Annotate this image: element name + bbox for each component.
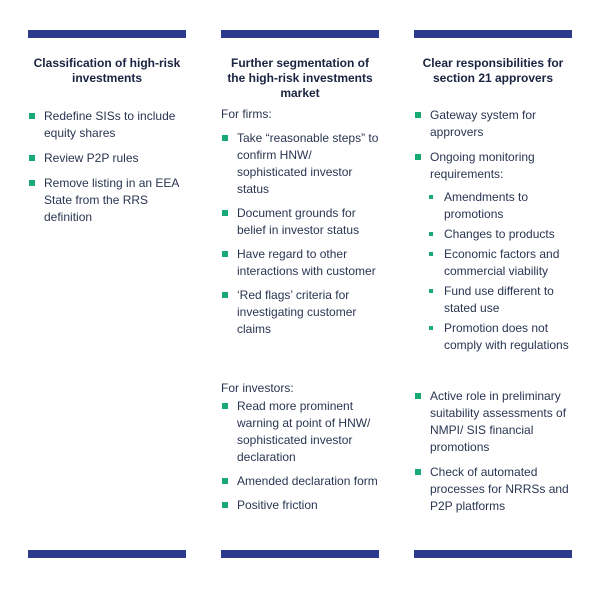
sub-list-item: Promotion does not comply with regulations xyxy=(428,320,572,354)
green-bullet-icon xyxy=(222,403,228,409)
bullet-list xyxy=(414,107,572,183)
list-item: Remove listing in an EEA State from the RRS definition xyxy=(28,175,186,226)
green-bullet-icon xyxy=(222,135,228,141)
green-bullet-icon xyxy=(415,469,421,475)
green-bullet-icon xyxy=(222,210,228,216)
column-bottom-bar xyxy=(221,550,379,558)
list-item: Have regard to other interactions with customer xyxy=(221,246,379,280)
column-heading: Classification of high-risk investments xyxy=(33,56,181,85)
sub-list-item: Amendments to promotions xyxy=(428,189,572,223)
green-bullet-icon xyxy=(222,251,228,257)
small-green-bullet-icon xyxy=(429,252,433,256)
list-item: Take “reasonable steps” to confirm HNW/ sophisticated investor status xyxy=(221,130,379,198)
list-item: ‘Red flags’ criteria for investigating customer claims xyxy=(221,287,379,338)
sub-list-item: Changes to products xyxy=(428,226,572,243)
list-item: Review P2P rules xyxy=(28,150,186,167)
column-top-bar xyxy=(221,30,379,38)
list-item: Check of automated processes for NRRSs and P2P platforms xyxy=(414,464,572,515)
list-item: Read more prominent warning at point of HNW/ sophisticated investor declaration xyxy=(221,398,379,466)
list-item: Ongoing monitoring requirements: xyxy=(414,149,572,183)
group-label-firms: For firms: xyxy=(221,107,272,121)
column-top-bar xyxy=(28,30,186,38)
sub-list-item: Economic factors and commercial viability xyxy=(428,246,572,280)
small-green-bullet-icon xyxy=(429,232,433,236)
green-bullet-icon xyxy=(415,393,421,399)
column-bottom-bar xyxy=(414,550,572,558)
small-green-bullet-icon xyxy=(429,289,433,293)
bullet-list-investors xyxy=(221,398,379,514)
bullet-list-firms xyxy=(221,130,379,338)
green-bullet-icon xyxy=(222,502,228,508)
list-item: Document grounds for belief in investor status xyxy=(221,205,379,239)
bullet-list-lower xyxy=(414,388,572,515)
sub-list-item: Fund use different to stated use xyxy=(428,283,572,317)
column-heading: Clear responsibilities for section 21 approvers xyxy=(422,56,564,85)
sub-bullet-list xyxy=(428,189,572,354)
green-bullet-icon xyxy=(222,292,228,298)
column-top-bar xyxy=(414,30,572,38)
list-item: Amended declaration form xyxy=(221,473,379,490)
bullet-list xyxy=(28,108,186,226)
list-item: Redefine SISs to include equity shares xyxy=(28,108,186,142)
green-bullet-icon xyxy=(29,180,35,186)
small-green-bullet-icon xyxy=(429,195,433,199)
list-item: Gateway system for approvers xyxy=(414,107,572,141)
group-label-investors: For investors: xyxy=(221,381,294,395)
green-bullet-icon xyxy=(29,113,35,119)
column-bottom-bar xyxy=(28,550,186,558)
list-item: Positive friction xyxy=(221,497,379,514)
green-bullet-icon xyxy=(29,155,35,161)
green-bullet-icon xyxy=(222,478,228,484)
column-heading: Further segmentation of the high-risk investments market xyxy=(227,56,373,100)
green-bullet-icon xyxy=(415,112,421,118)
list-item: Active role in preliminary suitability assessments of NMPI/ SIS financial promotions xyxy=(414,388,572,456)
green-bullet-icon xyxy=(415,154,421,160)
small-green-bullet-icon xyxy=(429,326,433,330)
